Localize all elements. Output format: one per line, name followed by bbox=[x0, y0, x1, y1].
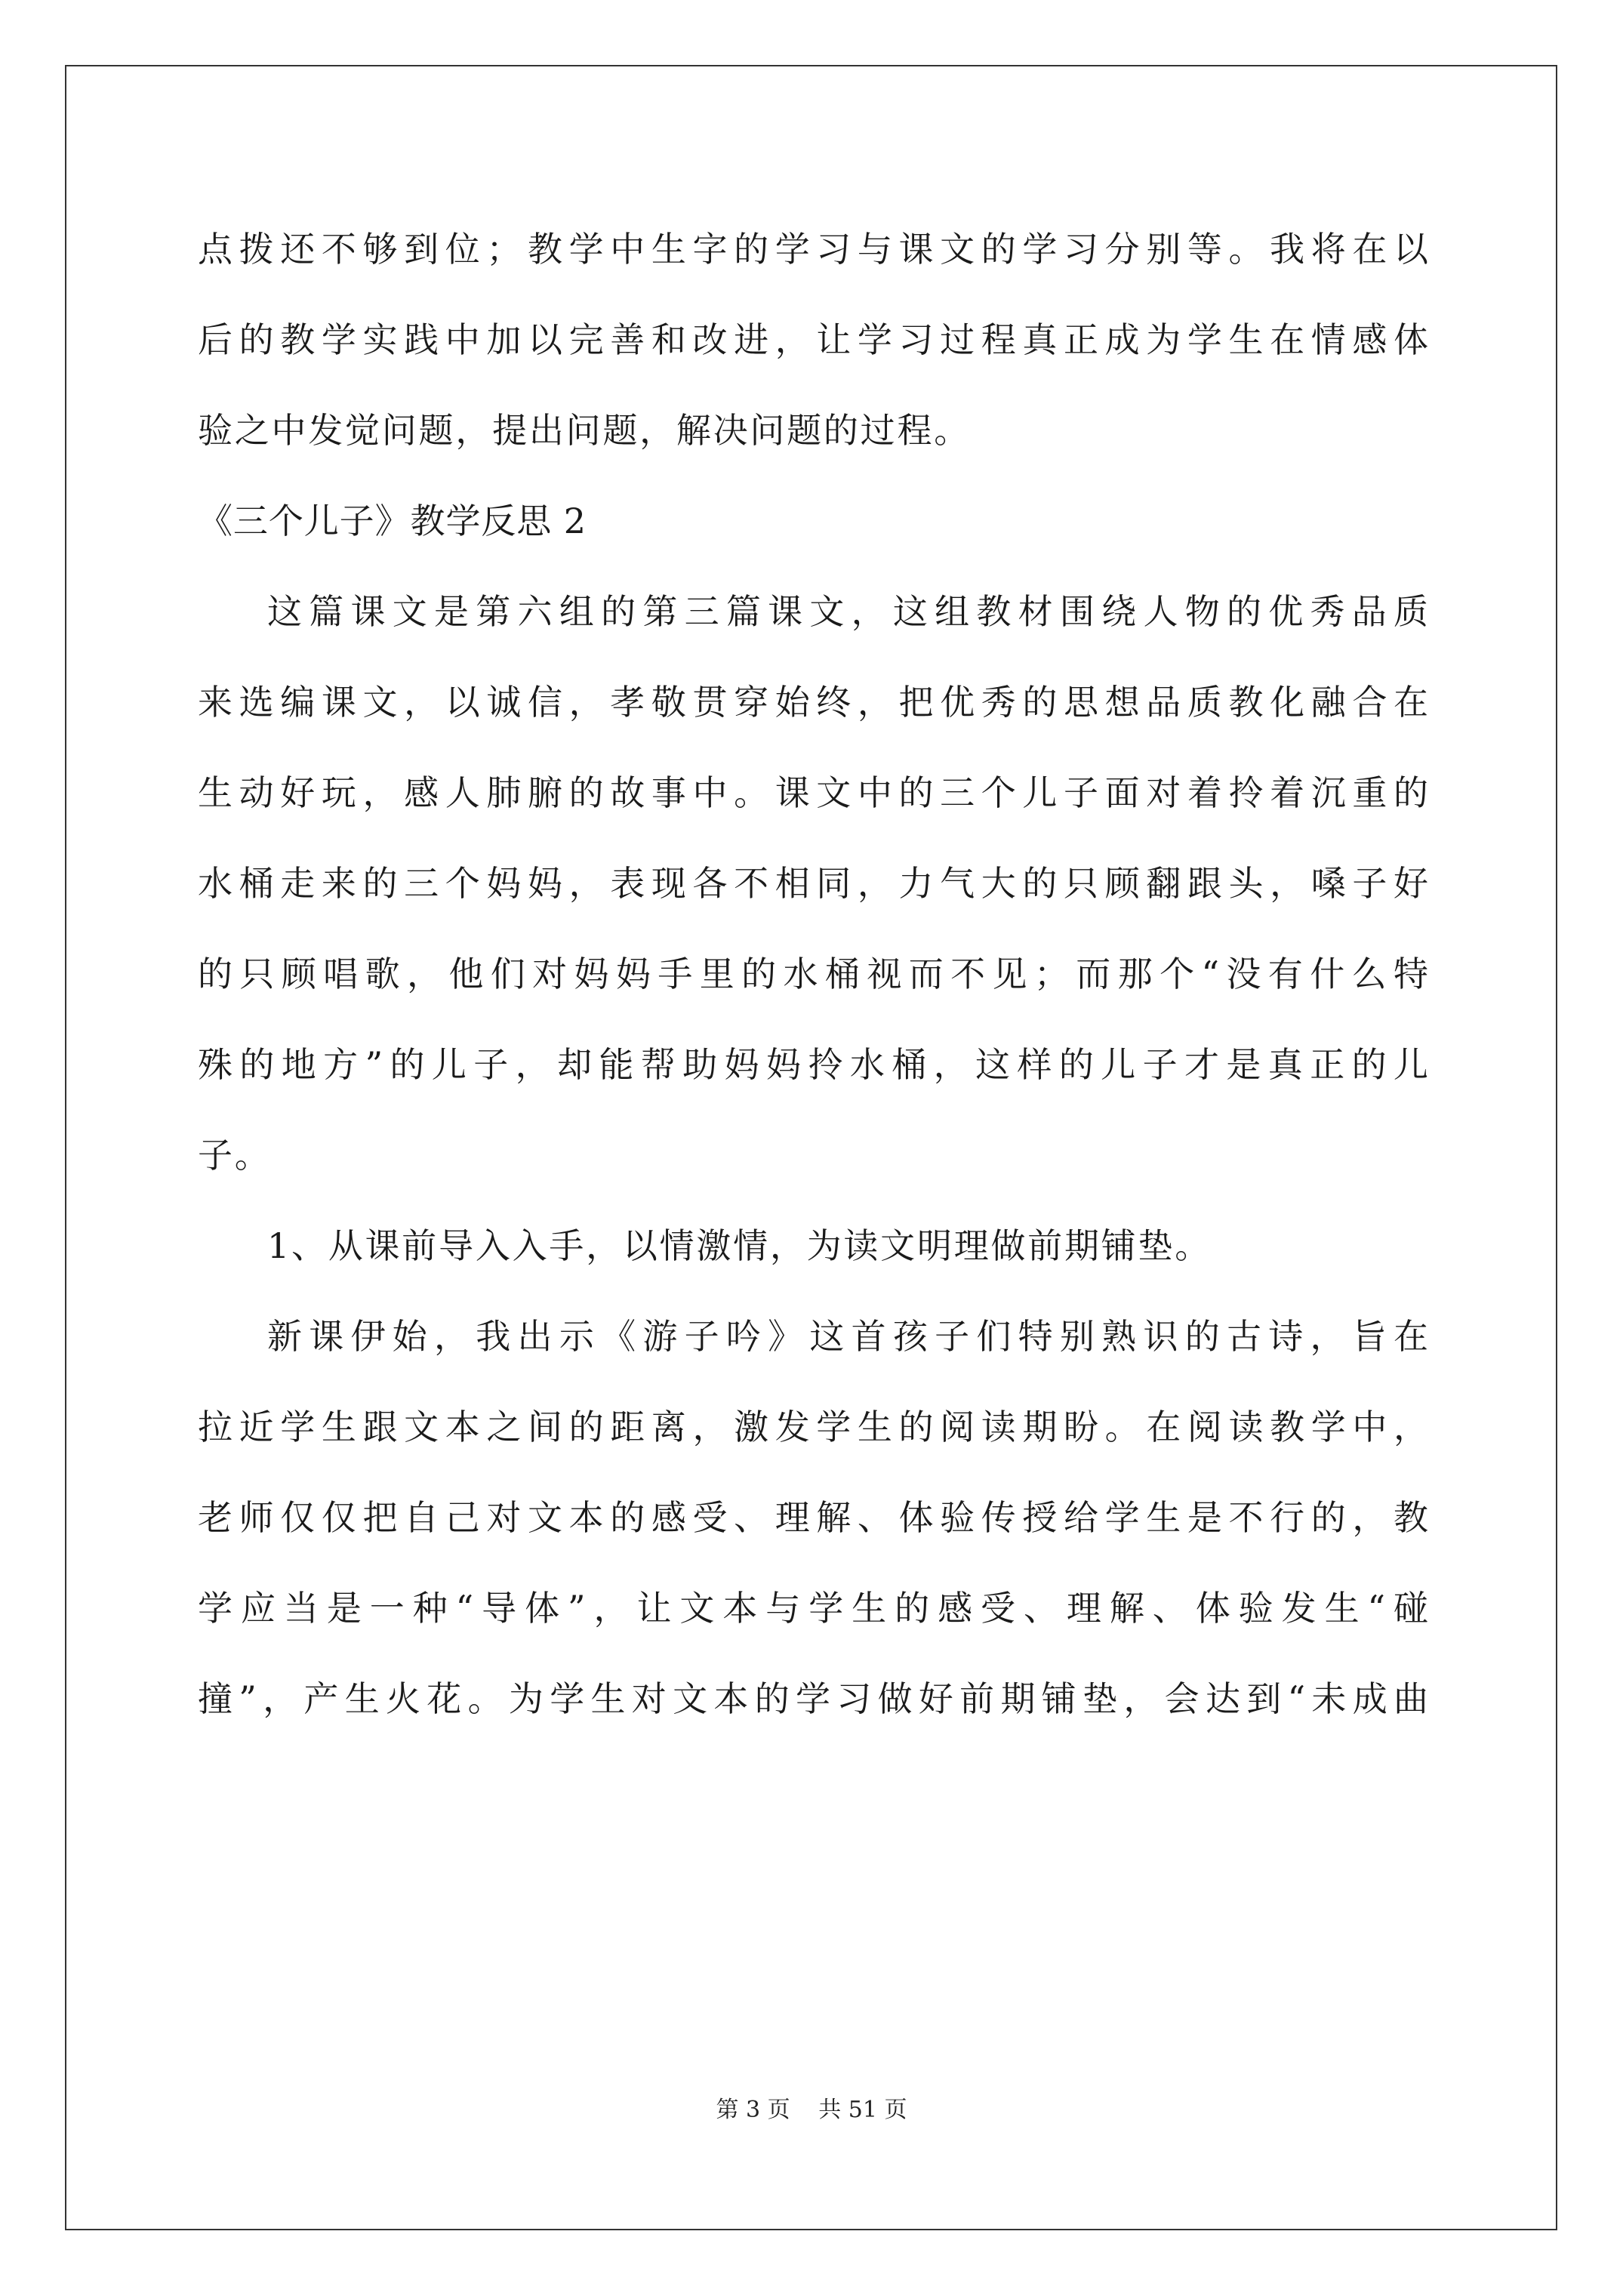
paragraph-line: 拉近学生跟文本之间的距离，激发学生的阅读期盼。在阅读教学中， bbox=[198, 1407, 1428, 1447]
paragraph-line: 学应当是一种“导体”，让文本与学生的感受、理解、体验发生“碰 bbox=[198, 1588, 1428, 1629]
page-number: 第 3 页 bbox=[716, 2097, 790, 2123]
page-total: 共 51 页 bbox=[818, 2097, 907, 2123]
paragraph-line: 的只顾唱歌，他们对妈妈手里的水桶视而不见；而那个“没有什么特 bbox=[198, 954, 1428, 994]
paragraph-line: 后的教学实践中加以完善和改进，让学习过程真正成为学生在情感体 bbox=[198, 319, 1428, 360]
page-footer bbox=[0, 2095, 1623, 2125]
page-border bbox=[65, 65, 1557, 2230]
paragraph-line: 撞”，产生火花。为学生对文本的学习做好前期铺垫，会达到“未成曲 bbox=[198, 1678, 1428, 1719]
paragraph-line: 点拨还不够到位；教学中生字的学习与课文的学习分别等。我将在以 bbox=[198, 229, 1428, 270]
paragraph-line: 殊的地方”的儿子，却能帮助妈妈拎水桶，这样的儿子才是真正的儿 bbox=[198, 1044, 1428, 1085]
paragraph-line: 验之中发觉问题，提出问题，解决问题的过程。 bbox=[198, 410, 971, 451]
paragraph-line: 水桶走来的三个妈妈，表现各不相同，力气大的只顾翻跟头，嗓子好 bbox=[198, 863, 1428, 904]
section-heading: 《三个儿子》教学反思 2 bbox=[198, 501, 587, 541]
list-item: 1、从课前导入入手，以情激情，为读文明理做前期铺垫。 bbox=[267, 1225, 1212, 1266]
paragraph-line: 生动好玩，感人肺腑的故事中。课文中的三个儿子面对着拎着沉重的 bbox=[198, 772, 1428, 813]
paragraph-line: 来选编课文，以诚信，孝敬贯穿始终，把优秀的思想品质教化融合在 bbox=[198, 682, 1428, 723]
paragraph-line: 新课伊始，我出示《游子吟》这首孩子们特别熟识的古诗，旨在 bbox=[267, 1316, 1428, 1357]
paragraph-line: 子。 bbox=[198, 1135, 272, 1176]
paragraph-line: 老师仅仅把自己对文本的感受、理解、体验传授给学生是不行的，教 bbox=[198, 1497, 1428, 1538]
paragraph-line: 这篇课文是第六组的第三篇课文，这组教材围绕人物的优秀品质 bbox=[267, 591, 1428, 632]
